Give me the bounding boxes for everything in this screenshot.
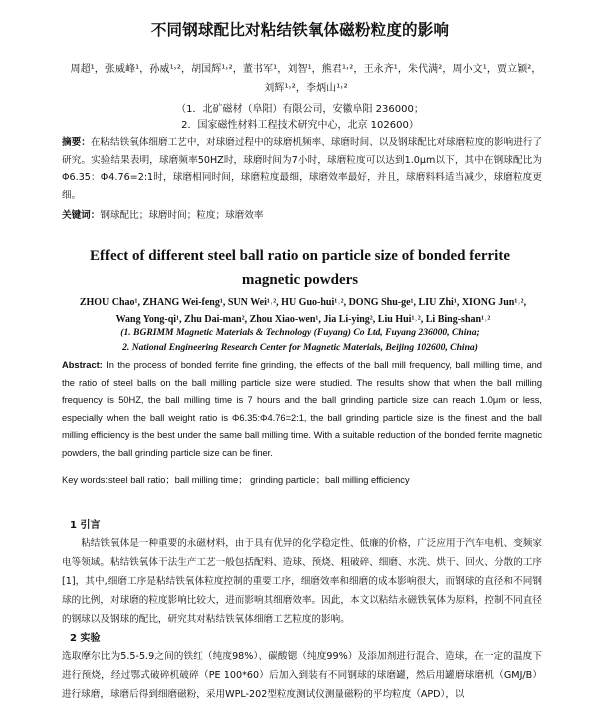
- english-authors-line-2: Wang Yong-qi¹, Zhu Dai-man², Zhou Xiao-wen¹, Jia Li-ying², Liu Hui¹˒², Li Bing-shan¹˒²: [115, 314, 491, 325]
- english-title-line-2: magnetic powders: [241, 272, 359, 288]
- chinese-keywords-label: 关键词：: [62, 210, 101, 221]
- chinese-authors: 周超¹，张威峰¹，孙威¹˒²，胡国辉¹˒²，董书军¹，刘智¹，熊君¹˒²，王永齐¹，朱代满²，周小文¹，贾立颖²，刘辉¹˒²，李炳山¹˒²: [70, 64, 542, 94]
- chinese-affiliation-1: （1．北矿磁材（阜阳）有限公司，安徽阜阳 236000；: [176, 104, 424, 115]
- chinese-affiliation-2: 2．国家磁性材料工程技术研究中心，北京 102600）: [181, 120, 419, 131]
- section-1-heading: 1 引言: [70, 520, 101, 531]
- english-keywords-label: Key words:: [62, 475, 108, 485]
- english-affiliation-2: 2. National Engineering Research Center for Magnetic Materials, Beijing 102600, China): [122, 342, 478, 353]
- english-abstract-label: Abstract:: [62, 360, 103, 370]
- chinese-keywords: [62, 207, 542, 221]
- chinese-abstract-label: 摘要：: [62, 137, 91, 148]
- chinese-abstract: [62, 134, 542, 204]
- english-abstract-text: In the process of bonded ferrite fine grinding, the effects of the ball mill frequency, ball milling time, and the ratio of steel balls on the ball milling particle size were studied. The results show that when the ball milling frequency is 50HZ, the ball milling time is 7 hours and the ball grinding particle size can reach 1.0μm or less, especially when the ball weight ratio is Φ6.35:Φ4.76=2:1, the ball grinding particle size is the finest and the ball milling efficiency is the best under the same ball milling time. With a suitable reduction of the bonded ferrite magnetic powders, the ball grinding particle size can be finer.: [62, 360, 542, 458]
- english-title-line-1: Effect of different steel ball ratio on particle size of bonded ferrite: [89, 248, 511, 264]
- english-authors: [68, 294, 538, 328]
- english-affiliation-1: (1. BGRIMM Magnetic Materials & Technology (Fuyang) Co Ltd, Fuyang 236000, China;: [120, 327, 480, 338]
- section-2-heading: 2 实验: [70, 633, 101, 644]
- chinese-abstract-text: 在粘结铁氧体细磨工艺中，对球磨过程中的球磨机频率、球磨时间、以及钢球配比对球磨粒度的影响进行了研究。实验结果表明，球磨频率50HZ时，球磨时间为7小时，球磨粒度可以达到1.0μm以下，其中在钢球配比为Φ6.35：Φ4.76=2:1时，球磨相同时间，球磨粒度最细，球磨效率最好，并且，球磨料料适当减少，球磨粒度更细。: [62, 137, 543, 201]
- english-title: [0, 244, 600, 292]
- english-keywords-text: steel ball ratio；ball milling time； grinding particle；ball milling efficiency: [108, 475, 410, 485]
- english-authors-line-1: ZHOU Chao¹, ZHANG Wei-feng¹, SUN Wei¹˒², HU Guo-hui¹˒², DONG Shu-ge¹, LIU Zhi¹, XIONG Jun¹˒²,: [79, 297, 527, 308]
- chinese-keywords-text: 钢球配比；球磨时间；粒度；球磨效率: [100, 210, 264, 221]
- section-1-text: 粘结铁氧体是一种重要的永磁材料，由于具有优异的化学稳定性、低廉的价格，广泛应用于汽车电机、变频家电等领域。粘结铁氧体干法生产工艺一般包括配料、造球、预烧、粗破碎、细磨、水洗、烘干、回火、分散的工序[1]，其中,细磨工序是粘结铁氧体粒度控制的重要工序，细磨效率和细磨的成本影响很大，而钢球的直径和不同钢球的比例，对球磨的粒度影响比较大，进而影响其细磨效率。因此，本文以粘结永磁铁氧体为原料，控制不同直径的钢球以及钢球的配比，研究其对粘结铁氧体细磨工艺粒度的影响。: [62, 538, 542, 625]
- section-2-text: 选取摩尔比为5.5-5.9之间的铁红（纯度98%）、碳酸锶（纯度99%）及添加剂进行混合、造球，在一定的温度下进行预烧，经过鄂式破碎机破碎（PE 100*60）后加入到装有不同钢球的球磨罐，然后用罐磨球磨机（GMJ/B）进行球磨，球磨后得到细磨磁粉，采用WPL-202型粒度测试仪测量磁粉的平均粒度（APD），以: [62, 651, 542, 700]
- english-keywords: [62, 472, 542, 486]
- chinese-title: 不同钢球配比对粘结铁氧体磁粉粒度的影响: [150, 21, 450, 39]
- english-abstract: [62, 357, 542, 463]
